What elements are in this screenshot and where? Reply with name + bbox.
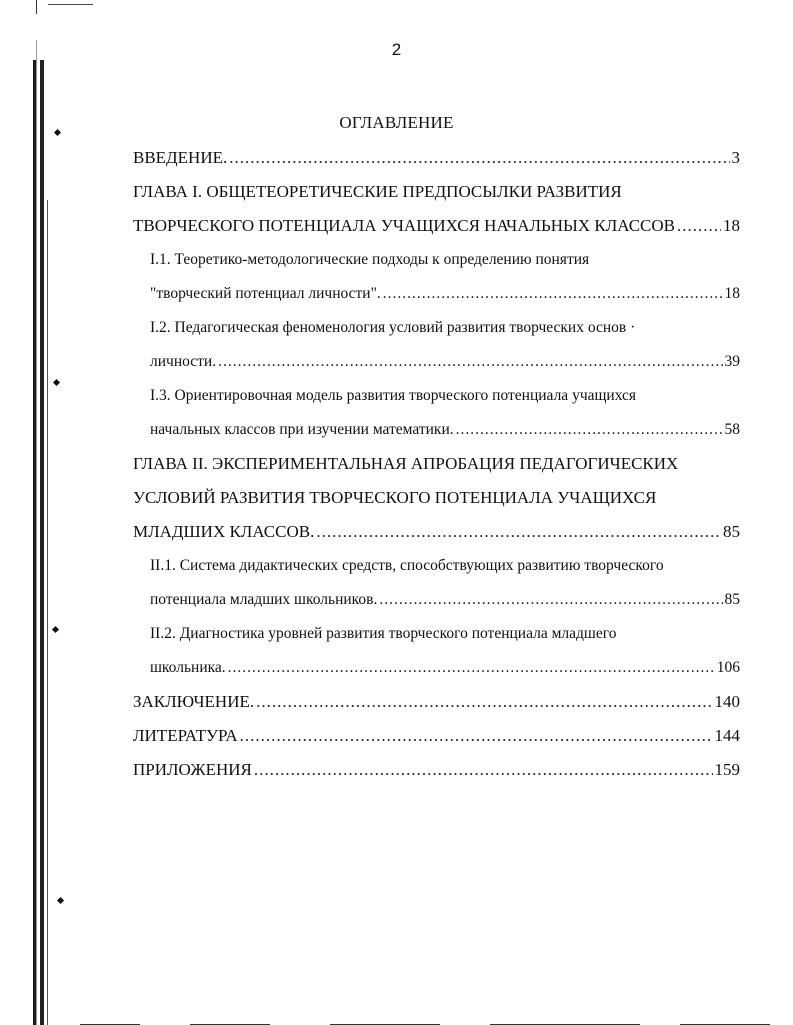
toc-entry-text: "творческий потенциал личности". — [150, 285, 381, 302]
toc-dot-leader — [316, 515, 721, 549]
toc-dot-leader — [677, 209, 721, 243]
toc-entry-text: УСЛОВИЙ РАЗВИТИЯ ТВОРЧЕСКОГО ПОТЕНЦИАЛА УЧАЩИХСЯ — [133, 488, 657, 507]
toc-entry-text: ЛИТЕРАТУРА — [133, 726, 238, 745]
toc-page-number: 159 — [714, 760, 740, 779]
toc-line — [133, 447, 740, 481]
toc-line — [133, 719, 740, 753]
scan-top-mark — [36, 0, 37, 14]
toc-dot-leader — [218, 345, 722, 379]
toc-entry-text: II.1. Система дидактических средств, способствующих развитию творческого — [150, 557, 664, 574]
toc-line — [133, 549, 740, 583]
toc-entry-text: ГЛАВА I. ОБЩЕТЕОРЕТИЧЕСКИЕ ПРЕДПОСЫЛКИ РАЗВИТИЯ — [133, 182, 622, 201]
toc-dot-leader — [256, 685, 712, 719]
toc-entry-text: ЗАКЛЮЧЕНИЕ. — [133, 692, 255, 711]
toc-entry-text: личности. — [150, 353, 217, 370]
scan-speck — [57, 897, 64, 904]
table-of-contents — [133, 141, 740, 787]
toc-line — [133, 311, 740, 345]
toc-title: ОГЛАВЛЕНИЕ — [339, 113, 454, 132]
toc-entry-text: школьника. — [150, 659, 226, 676]
toc-line — [133, 515, 740, 549]
toc-entry-text: ТВОРЧЕСКОГО ПОТЕНЦИАЛА УЧАЩИХСЯ НАЧАЛЬНЫХ КЛАССОВ — [133, 216, 675, 235]
toc-line — [133, 209, 740, 243]
toc-entry-text: I.1. Теоретико-методологические подходы к определению понятия — [150, 251, 590, 268]
toc-line — [133, 685, 740, 719]
toc-section[interactable] — [133, 447, 740, 549]
page-number: 2 — [391, 40, 402, 59]
toc-line — [133, 753, 740, 787]
toc-entry-text: МЛАДШИХ КЛАССОВ. — [133, 522, 315, 541]
toc-line — [133, 583, 740, 617]
toc-page-number: 58 — [724, 421, 740, 438]
toc-entry-text: потенциала младших школьников. — [150, 591, 378, 608]
scan-bottom-rules — [70, 1019, 793, 1025]
toc-entry-text: начальных классов при изучении математики. — [150, 421, 454, 438]
toc-line — [133, 141, 740, 175]
toc-line — [133, 413, 740, 447]
toc-page-number: 39 — [724, 353, 740, 370]
toc-line — [133, 277, 740, 311]
scan-edge-line — [40, 60, 44, 1025]
toc-section[interactable] — [133, 719, 740, 753]
toc-dot-leader — [383, 277, 723, 311]
toc-entry-text: ПРИЛОЖЕНИЯ — [133, 760, 252, 779]
scan-edge-line — [36, 40, 37, 1025]
toc-dot-leader — [228, 651, 715, 685]
toc-entry-text: II.2. Диагностика уровней развития творческого потенциала младшего — [150, 625, 617, 642]
toc-page-number: 85 — [724, 591, 740, 608]
toc-section[interactable] — [133, 175, 740, 243]
toc-entry-text: I.3. Ориентировочная модель развития творческого потенциала учащихся — [150, 387, 637, 404]
toc-page-number: 85 — [723, 522, 740, 541]
toc-page-number: 106 — [716, 659, 740, 676]
toc-line — [133, 651, 740, 685]
toc-page-number: 18 — [724, 285, 740, 302]
toc-line — [133, 379, 740, 413]
toc-subsection[interactable] — [133, 549, 740, 617]
toc-dot-leader — [456, 413, 723, 447]
toc-dot-leader — [379, 583, 722, 617]
scan-speck — [53, 379, 60, 386]
toc-entry-text: I.2. Педагогическая феноменология условий развития творческих основ · — [150, 319, 636, 336]
scan-edge-line — [47, 200, 48, 1025]
toc-line — [133, 617, 740, 651]
toc-section[interactable] — [133, 141, 740, 175]
toc-entry-text: ГЛАВА II. ЭКСПЕРИМЕНТАЛЬНАЯ АПРОБАЦИЯ ПЕДАГОГИЧЕСКИХ — [133, 454, 679, 473]
toc-dot-leader — [254, 753, 713, 787]
toc-dot-leader — [240, 719, 713, 753]
toc-subsection[interactable] — [133, 379, 740, 447]
toc-section[interactable] — [133, 685, 740, 719]
toc-subsection[interactable] — [133, 243, 740, 311]
toc-entry-text: ВВЕДЕНИЕ. — [133, 148, 228, 167]
toc-line — [133, 345, 740, 379]
toc-section[interactable] — [133, 753, 740, 787]
toc-page-number: 3 — [731, 148, 740, 167]
scan-edge-artifact — [0, 0, 70, 1025]
toc-line — [133, 481, 740, 515]
toc-subsection[interactable] — [133, 311, 740, 379]
toc-page-number: 18 — [723, 216, 740, 235]
toc-line — [133, 175, 740, 209]
toc-subsection[interactable] — [133, 617, 740, 685]
scan-top-rule — [48, 4, 93, 5]
toc-page-number: 140 — [714, 692, 740, 711]
scan-speck — [52, 626, 59, 633]
toc-page-number: 144 — [714, 726, 740, 745]
toc-dot-leader — [229, 141, 729, 175]
toc-line — [133, 243, 740, 277]
